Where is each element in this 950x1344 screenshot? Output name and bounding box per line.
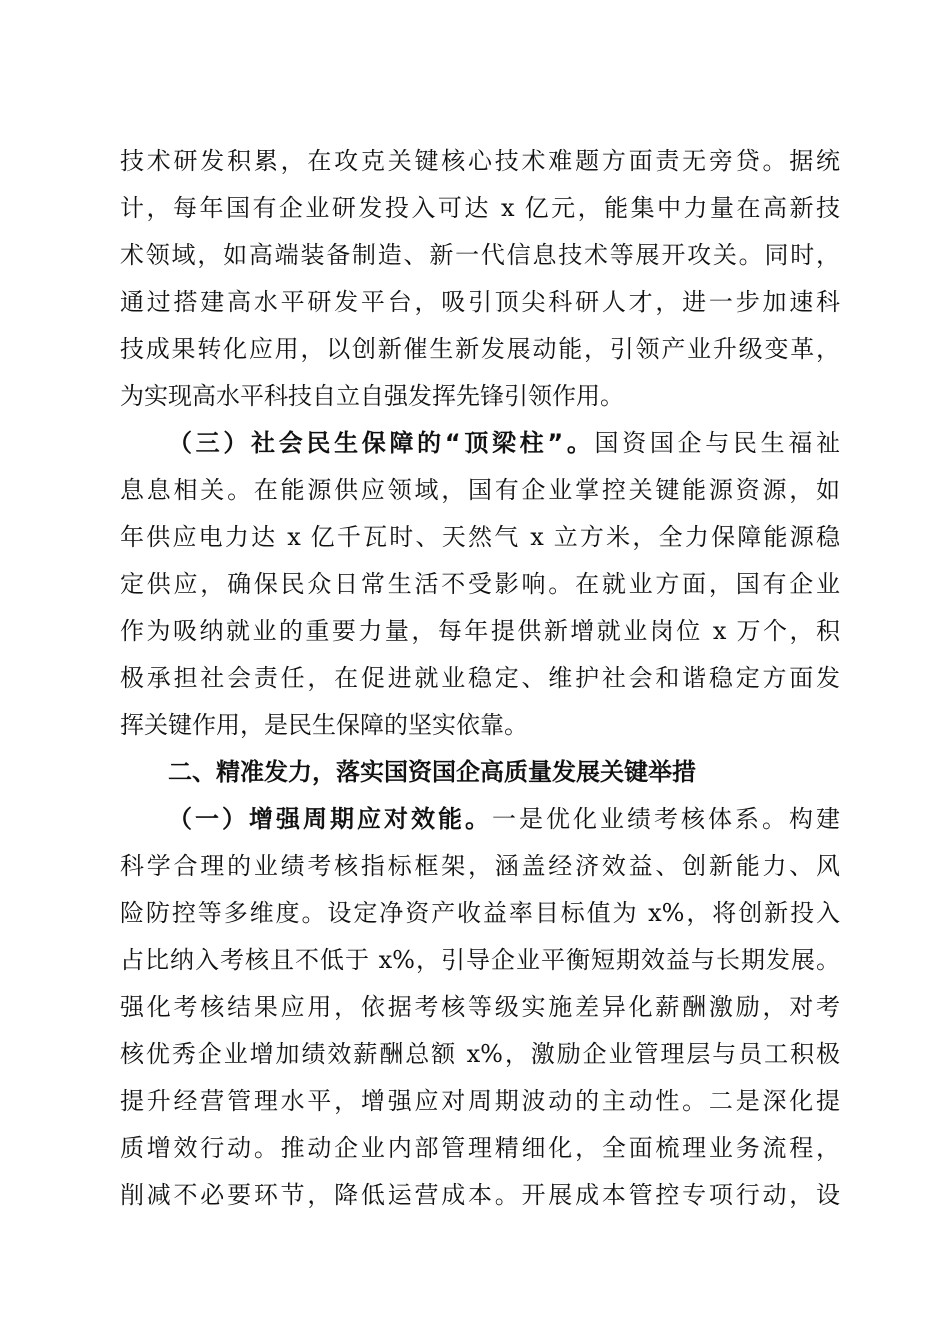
text-line: 险防控等多维度。设定净资产收益率目标值为 x%，将创新投入	[120, 899, 840, 927]
text-line: 技术研发积累，在攻克关键核心技术难题方面责无旁贷。据统	[120, 147, 840, 175]
subsection-lead-line	[120, 420, 840, 467]
text-line: 年供应电力达 x 亿千瓦时、天然气 x 立方米，全力保障能源稳	[120, 523, 840, 551]
text-line: 提升经营管理水平，增强应对周期波动的主动性。二是深化提	[120, 1087, 840, 1115]
text-line: 定供应，确保民众日常生活不受影响。在就业方面，国有企业	[120, 570, 840, 598]
text-line: 强化考核结果应用，依据考核等级实施差异化薪酬激励，对考	[120, 993, 840, 1021]
text-line: 极承担社会责任，在促进就业稳定、维护社会和谐稳定方面发	[120, 664, 840, 692]
section-heading: 二、精准发力，落实国资国企高质量发展关键举措	[168, 758, 696, 786]
text-line: 挥关键作用，是民生保障的坚实依靠。	[120, 711, 528, 739]
text-line: 为实现高水平科技自立自强发挥先锋引领作用。	[120, 382, 624, 410]
text-line: 术领域，如高端装备制造、新一代信息技术等展开攻关。同时，	[120, 241, 840, 269]
subsection-lead-line	[120, 796, 840, 843]
text-line: 作为吸纳就业的重要力量，每年提供新增就业岗位 x 万个，积	[120, 617, 840, 645]
text-line: 质增效行动。推动企业内部管理精细化，全面梳理业务流程，	[120, 1134, 840, 1162]
text-line: 削减不必要环节，降低运营成本。开展成本管控专项行动，设	[120, 1181, 840, 1209]
text-line: 息息相关。在能源供应领域，国有企业掌控关键能源资源，如	[120, 476, 840, 504]
text-line: 通过搭建高水平研发平台，吸引顶尖科研人才，进一步加速科	[120, 288, 840, 316]
text-line: 计，每年国有企业研发投入可达 x 亿元，能集中力量在高新技	[120, 194, 840, 222]
text-line: 核优秀企业增加绩效薪酬总额 x%，激励企业管理层与员工积极	[120, 1040, 840, 1068]
subsection-text: 一是优化业绩考核体系。构建	[492, 805, 840, 833]
text-line: 技成果转化应用，以创新催生新发展动能，引领产业升级变革，	[120, 335, 840, 363]
subsection-title: （一）增强周期应对效能。	[168, 805, 492, 833]
subsection-title: （三）社会民生保障的“顶梁柱”。	[168, 429, 595, 457]
text-line: 占比纳入考核且不低于 x%，引导企业平衡短期效益与长期发展。	[120, 946, 840, 974]
text-line: 科学合理的业绩考核指标框架，涵盖经济效益、创新能力、风	[120, 852, 840, 880]
subsection-text: 国资国企与民生福祉	[594, 429, 840, 457]
document-body	[120, 138, 840, 1219]
